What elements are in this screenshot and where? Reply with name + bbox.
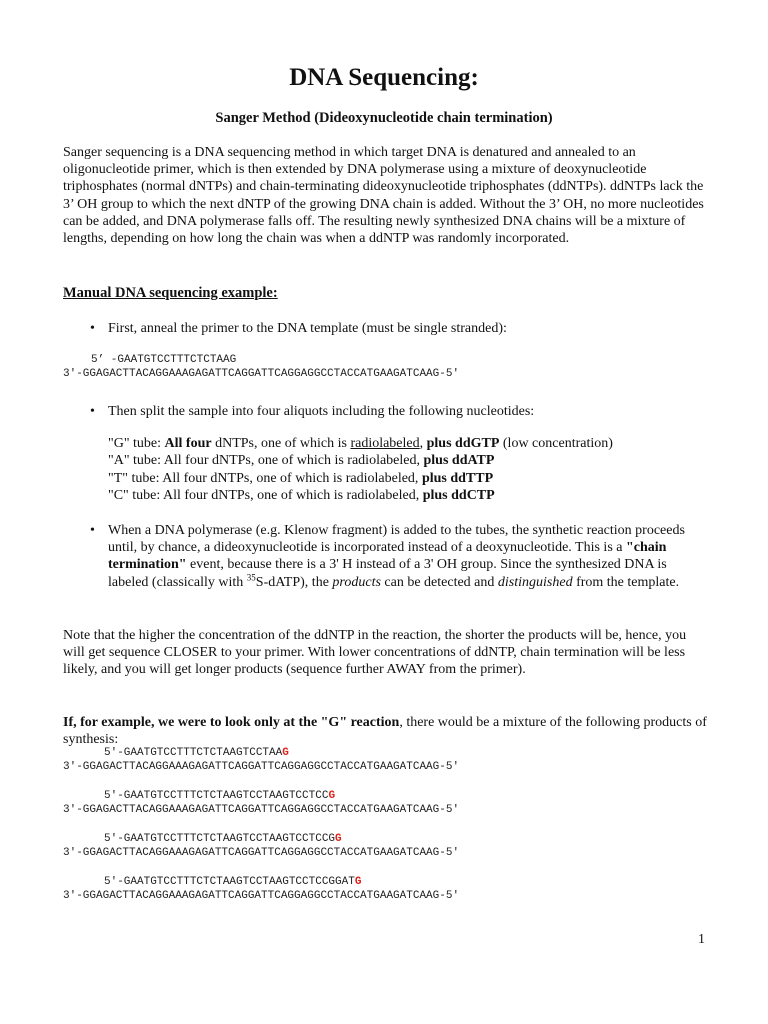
distinguished-term: distinguished bbox=[497, 574, 573, 590]
product-sequence: 5'-GAATGTCCTTTCTCTAAGTCCTAA bbox=[104, 747, 283, 759]
bullet-marker: • bbox=[90, 404, 95, 419]
bullet-chain-termination bbox=[108, 522, 698, 591]
g-reaction-bold: If, for example, we were to look only at the "G" reaction bbox=[63, 715, 400, 730]
template-strand: 3'-GGAGACTTACAGGAAAGAGATTCAGGATTCAGGAGGCCTACCATGAAGATCAAG-5' bbox=[63, 761, 460, 773]
tube-g-line bbox=[108, 435, 613, 452]
primer-sequence: 5’ -GAATGTCCTTTCTCTAAG bbox=[91, 354, 237, 366]
bullet3-part2: event, because there is a 3' H instead of a 3' OH group. Since the synthesized DNA is labeled (classically with bbox=[108, 557, 667, 590]
product-sequence: 5'-GAATGTCCTTTCTCTAAGTCCTAAGTCCTCCG bbox=[104, 833, 336, 845]
g-reaction-rest: , there would be a mixture of the following products of synthesis: bbox=[63, 715, 707, 748]
template-sequence: 3'-GGAGACTTACAGGAAAGAGATTCAGGATTCAGGAGGCCTACCATGAAGATCAAG-5' bbox=[63, 368, 460, 380]
tube-g-name: "G" tube: bbox=[108, 436, 165, 451]
template-strand: 3'-GGAGACTTACAGGAAAGAGATTCAGGATTCAGGAGGCCTACCATGAAGATCAAG-5' bbox=[63, 804, 460, 816]
terminator-base: G bbox=[328, 790, 336, 802]
chain-termination-term: "chain termination" bbox=[108, 540, 667, 573]
bullet-aliquots: Then split the sample into four aliquots including the following nucleotides: bbox=[108, 404, 535, 419]
product-sequence: 5'-GAATGTCCTTTCTCTAAGTCCTAAGTCCTCCGGAT bbox=[104, 876, 355, 888]
terminator-base: G bbox=[335, 833, 342, 845]
bullet3-part1: When a DNA polymerase (e.g. Klenow fragment) is added to the tubes, the synthetic reaction proceeds until, by chance, a dideoxynucleotide is incorporated instead of a deoxynucleotide. This is a bbox=[108, 523, 685, 556]
bullet-marker: • bbox=[90, 321, 95, 336]
bullet-marker: • bbox=[90, 523, 95, 538]
section-heading: Manual DNA sequencing example: bbox=[63, 285, 278, 301]
template-strand: 3'-GGAGACTTACAGGAAAGAGATTCAGGATTCAGGAGGCCTACCATGAAGATCAAG-5' bbox=[63, 890, 460, 902]
bullet3-part3: S-dATP), the bbox=[255, 574, 333, 590]
tube-g-plus: plus ddGTP bbox=[426, 436, 500, 451]
tube-t-plus: plus ddTTP bbox=[421, 471, 494, 486]
page-title: DNA Sequencing: bbox=[289, 64, 479, 91]
tube-g-allfour: All four bbox=[164, 436, 212, 451]
bullet3-part4: can be detected and bbox=[380, 574, 498, 590]
note-paragraph: Note that the higher the concentration of the ddNTP in the reaction, the shorter the products will be, hence, you will get sequence CLOSER to your primer. With lower concentrations of ddNTP, chain termination will be less likely, and you will get longer products (sequence further AWAY from the primer). bbox=[63, 628, 687, 678]
bullet3-part5: from the template. bbox=[572, 574, 680, 590]
g-reaction-intro bbox=[63, 714, 708, 748]
product-strand bbox=[104, 746, 289, 760]
tube-t-name: "T" tube: All four dNTPs, one of which is radiolabeled, bbox=[108, 471, 422, 486]
product-strand bbox=[104, 832, 342, 846]
tube-g-mid: dNTPs, one of which is bbox=[211, 436, 351, 451]
tube-a-plus: plus ddATP bbox=[423, 453, 495, 468]
isotope-superscript: 35 bbox=[246, 571, 256, 582]
product-strand bbox=[104, 789, 335, 803]
tube-a-name: "A" tube: All four dNTPs, one of which is radiolabeled, bbox=[108, 453, 424, 468]
tube-g-tail: (low concentration) bbox=[499, 436, 613, 451]
product-strand bbox=[104, 875, 361, 889]
product-sequence: 5'-GAATGTCCTTTCTCTAAGTCCTAAGTCCTCC bbox=[104, 790, 329, 802]
page-number: 1 bbox=[698, 932, 705, 947]
bullet-anneal: First, anneal the primer to the DNA template (must be single stranded): bbox=[108, 321, 507, 336]
tube-c-plus: plus ddCTP bbox=[422, 488, 495, 503]
terminator-base: G bbox=[354, 876, 362, 888]
terminator-base: G bbox=[282, 747, 289, 759]
page-subtitle: Sanger Method (Dideoxynucleotide chain termination) bbox=[215, 110, 553, 126]
tube-a-line bbox=[108, 452, 494, 469]
tube-g-radiolabeled: radiolabeled bbox=[350, 436, 420, 451]
template-strand: 3'-GGAGACTTACAGGAAAGAGATTCAGGATTCAGGAGGCCTACCATGAAGATCAAG-5' bbox=[63, 847, 460, 859]
tube-c-line bbox=[108, 487, 495, 504]
tube-c-name: "C" tube: All four dNTPs, one of which is radiolabeled, bbox=[108, 488, 423, 503]
products-term: products bbox=[332, 574, 381, 590]
tube-t-line bbox=[108, 470, 493, 487]
intro-paragraph: Sanger sequencing is a DNA sequencing method in which target DNA is denatured and annealed to an oligonucleotide primer, which is then extended by DNA polymerase using a mixture of deoxynucleotide triphosphates (normal dNTPs) and chain-terminating dideoxynucleotide triphosphates (ddNTPs). ddNTPs lack the 3’ OH group to which the next dNTP of the growing DNA chain is added. Without the 3’ OH, no more nucleotides can be added, and DNA polymerase falls off. The resulting newly synthesized DNA chains will be a mixture of lengths, depending on how long the chain was when a ddNTP was randomly incorporated. bbox=[63, 145, 704, 247]
tube-g-comma: , bbox=[419, 436, 427, 451]
